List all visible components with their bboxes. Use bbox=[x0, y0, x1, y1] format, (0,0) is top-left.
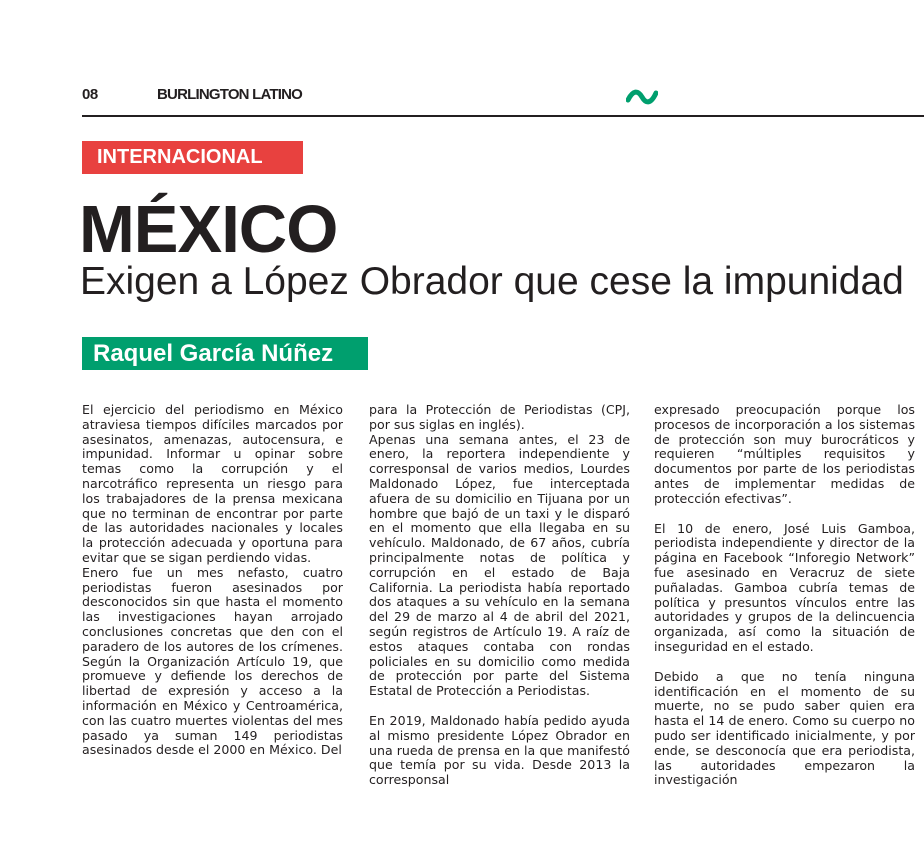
paragraph: En 2019, Maldonado había pedido ayuda al mismo presidente López Obrador en una rueda de prensa en la que manifestó que temía por su vida. Desde 2013 la corresponsal bbox=[369, 712, 630, 788]
paragraph: Apenas una semana antes, el 23 de enero, la reportera independiente y corresponsal de varios medios, Lourdes Maldonado López, fue interceptada afuera de su domicilio en Tijuana por un hombre que bajó de un taxi y le disparó en el momento que ella llegaba en su vehículo. Maldonado, de 67 años, cubría principalmente notas de política y corrupción en el estado de Baja California. La periodista había reportado dos ataques a su vehículo en la semana del 29 de marzo al 4 de abril del 2021, según registros de Artículo 19. A raíz de estos ataques contaba con rondas policiales en su domicilio como medida de protección por parte del Sistema Estatal de Protección a Periodistas. bbox=[369, 431, 630, 699]
article-column-1 bbox=[82, 403, 343, 864]
header-divider bbox=[82, 115, 924, 117]
section-label: INTERNACIONAL bbox=[82, 141, 303, 174]
paragraph: Debido a que no tenía ninguna identificación en el momento de su muerte, no se pudo saber quien era hasta el 14 de enero. Como su cuerpo no pudo ser identificado inicialmente, y por ende, se desconocía que era periodista, las autoridades empezaron la investigación bbox=[654, 668, 915, 788]
paragraph: Enero fue un mes nefasto, cuatro periodistas fueron asesinados por desconocidos sin que hasta el momento las investigaciones hayan arrojado conclusiones concretas que den con el paradero de los autores de los crímenes. Según la Organización Artículo 19, que promueve y defiende los derechos de libertad de expresión y acceso a la información en México y Centroamérica, con las cuatro muertes violentas del mes pasado ya suman 149 periodistas asesinados desde el 2000 en México. Del bbox=[82, 564, 343, 758]
article-column-3 bbox=[654, 403, 915, 864]
green-wave-icon bbox=[626, 87, 658, 107]
article-column-2 bbox=[369, 403, 630, 864]
paragraph: El ejercicio del periodismo en México atraviesa tiempos difíciles marcados por asesinatos, amenazas, autocensura, e impunidad. Informar u opinar sobre temas como la corrupción y el narcotráfico representa un riesgo para los trabajadores de la prensa mexicana que no terminan de encontrar por parte de las autoridades nacionales y locales la protección adecuada y oportuna para evitar que se sigan perdiendo vidas. bbox=[82, 403, 343, 565]
headline: Exigen a López Obrador que cese la impunidad bbox=[80, 260, 904, 303]
kicker-title: MÉXICO bbox=[79, 192, 338, 267]
paragraph: expresado preocupación porque los procesos de incorporación a los sistemas de protección son muy burocráticos y requieren “múltiples requisitos y documentos por parte de los periodistas antes de implementar medidas de protección efectivas”. bbox=[654, 403, 915, 506]
publication-name: BURLINGTON LATINO bbox=[157, 86, 302, 103]
page-number: 08 bbox=[82, 86, 98, 103]
paragraph: El 10 de enero, José Luis Gamboa, periodista independiente y director de la página en Facebook “Inforegio Network” fue asesinado en Veracruz de siete puñaladas. Gamboa cubría temas de política y presuntos vínculos entre las autoridades y grupos de la delincuencia organizada, así como la situación de inseguridad en el estado. bbox=[654, 520, 915, 654]
paragraph: para la Protección de Periodistas (CPJ, por sus siglas en inglés). bbox=[369, 403, 630, 432]
author-byline: Raquel García Núñez bbox=[82, 337, 368, 370]
